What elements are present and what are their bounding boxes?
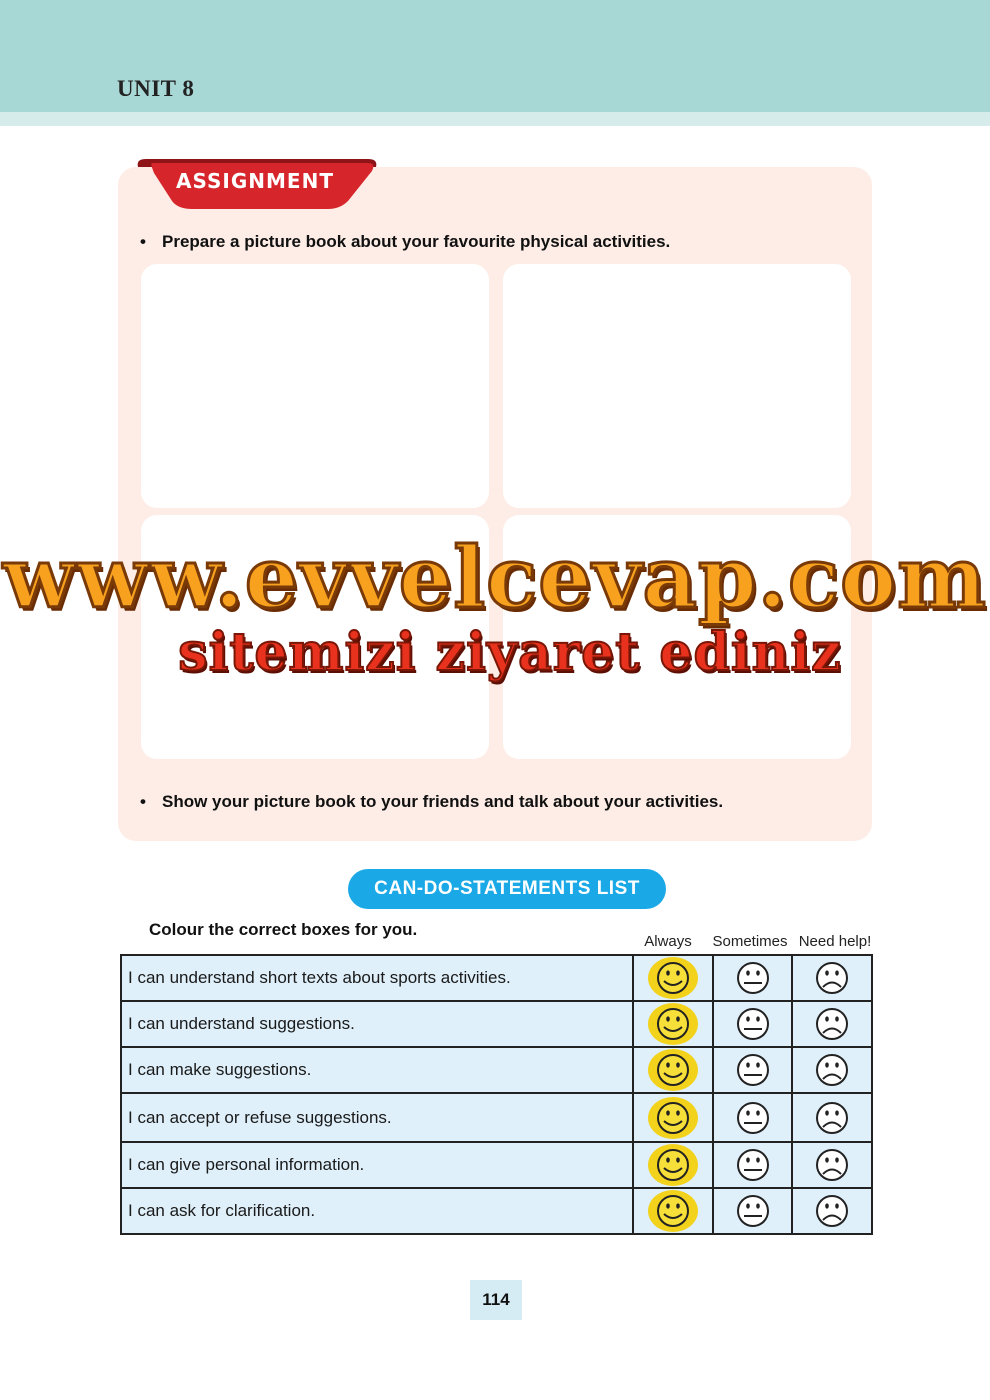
neutral-face-icon — [727, 1002, 779, 1046]
drawing-box-1[interactable] — [141, 264, 489, 508]
statement-cell: I can make suggestions. — [121, 1047, 633, 1093]
neutral-face-icon — [727, 956, 779, 1000]
colour-instruction: Colour the correct boxes for you. — [149, 920, 418, 939]
always-box[interactable] — [633, 1188, 713, 1234]
sad-face-icon — [806, 1096, 858, 1140]
bullet: • — [140, 232, 146, 251]
sad-face-icon — [806, 1002, 858, 1046]
cando-table — [120, 954, 873, 1235]
table-row — [121, 1188, 872, 1234]
sad-face-icon — [806, 1189, 858, 1233]
statement-cell: I can understand suggestions. — [121, 1001, 633, 1047]
always-box[interactable] — [633, 1001, 713, 1047]
assignment-instruction-1 — [140, 232, 670, 252]
instruction-text: Show your picture book to your friends and talk about your activities. — [162, 792, 724, 811]
sometimes-box[interactable] — [713, 1142, 793, 1188]
assignment-label: ASSIGNMENT — [176, 169, 334, 193]
assignment-tab — [132, 157, 378, 211]
neutral-face-icon — [727, 1048, 779, 1092]
sometimes-box[interactable] — [713, 1093, 793, 1142]
column-header-need-help: Need help! — [798, 933, 872, 950]
need-help-box[interactable] — [792, 1047, 872, 1093]
table-row — [121, 1142, 872, 1188]
neutral-face-icon — [727, 1143, 779, 1187]
header-strip — [0, 112, 990, 126]
sad-face-icon — [806, 1143, 858, 1187]
need-help-box[interactable] — [792, 1093, 872, 1142]
instruction-text: Prepare a picture book about your favourite physical activities. — [162, 232, 671, 251]
neutral-face-icon — [727, 1189, 779, 1233]
bullet: • — [140, 792, 146, 811]
statement-cell: I can understand short texts about sports activities. — [121, 955, 633, 1001]
happy-face-icon — [647, 1002, 699, 1046]
always-box[interactable] — [633, 1047, 713, 1093]
page-number: 114 — [470, 1280, 522, 1320]
happy-face-icon — [647, 1096, 699, 1140]
sometimes-box[interactable] — [713, 1047, 793, 1093]
statement-cell: I can give personal information. — [121, 1142, 633, 1188]
sometimes-box[interactable] — [713, 955, 793, 1001]
watermark-url: www.evvelcevap.com — [3, 528, 987, 627]
need-help-box[interactable] — [792, 955, 872, 1001]
watermark-slogan: sitemizi ziyaret ediniz — [178, 622, 842, 683]
need-help-box[interactable] — [792, 1001, 872, 1047]
need-help-box[interactable] — [792, 1188, 872, 1234]
assignment-instruction-2 — [140, 792, 723, 812]
table-row — [121, 1093, 872, 1142]
always-box[interactable] — [633, 1142, 713, 1188]
cando-title: CAN-DO-STATEMENTS LIST — [348, 869, 666, 909]
table-row — [121, 1047, 872, 1093]
neutral-face-icon — [727, 1096, 779, 1140]
sometimes-box[interactable] — [713, 1001, 793, 1047]
need-help-box[interactable] — [792, 1142, 872, 1188]
happy-face-icon — [647, 1189, 699, 1233]
drawing-box-2[interactable] — [503, 264, 851, 508]
sad-face-icon — [806, 956, 858, 1000]
happy-face-icon — [647, 1048, 699, 1092]
unit-title: UNIT 8 — [117, 76, 195, 101]
always-box[interactable] — [633, 955, 713, 1001]
sad-face-icon — [806, 1048, 858, 1092]
sometimes-box[interactable] — [713, 1188, 793, 1234]
table-row — [121, 955, 872, 1001]
table-row — [121, 1001, 872, 1047]
column-header-sometimes: Sometimes — [712, 933, 788, 950]
statement-cell: I can ask for clarification. — [121, 1188, 633, 1234]
statement-cell: I can accept or refuse suggestions. — [121, 1093, 633, 1142]
column-header-always: Always — [644, 933, 692, 950]
happy-face-icon — [647, 1143, 699, 1187]
always-box[interactable] — [633, 1093, 713, 1142]
happy-face-icon — [647, 956, 699, 1000]
